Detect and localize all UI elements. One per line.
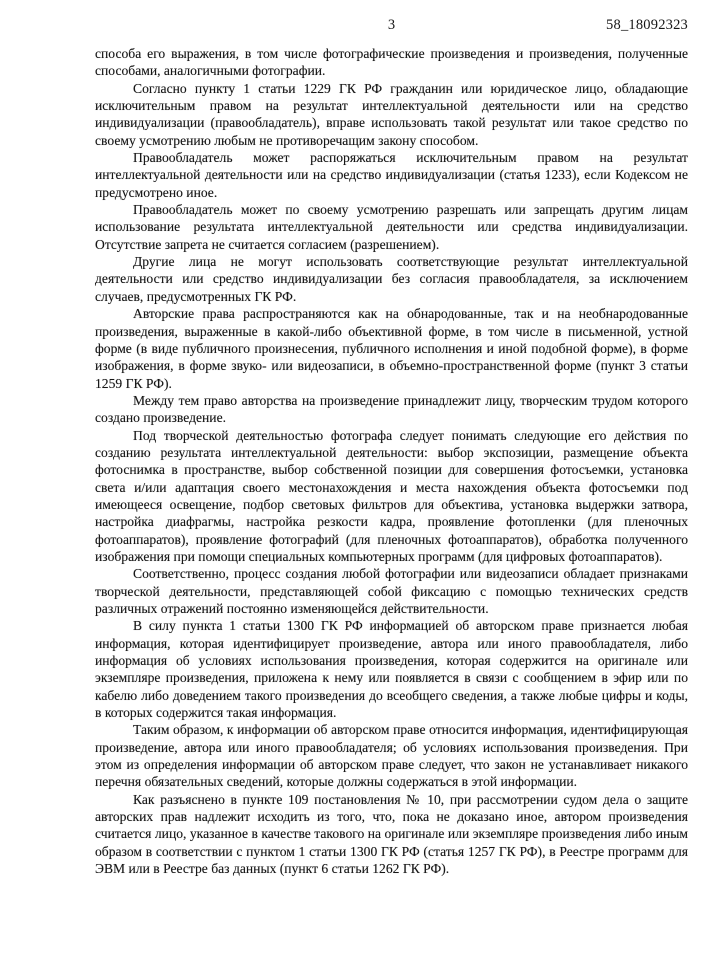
paragraph: способа его выражения, в том числе фотографические произведения и произведения, полученные способами, аналогичными фотографии. (95, 46, 688, 79)
paragraph: Другие лица не могут использовать соответствующие результат интеллектуальной деятельности или средство индивидуализации без согласия правообладателя, за исключением случаев, предусмотренных ГК РФ. (95, 254, 688, 304)
paragraph: Авторские права распространяются как на обнародованные, так и на необнародованные произведения, выраженные в какой-либо объективной форме, в том числе в письменной, устной форме (в виде публичного произнесения, публичного исполнения и иной подобной форме), в форме изображения, в форме звуко- или видеозаписи, в объемно-пространственной форме (пункт 3 статьи 1259 ГК РФ). (95, 306, 688, 391)
paragraph: Правообладатель может распоряжаться исключительным правом на результат интеллектуальной деятельности или на средство индивидуализации (статья 1233), если Кодексом не предусмотрено иное. (95, 150, 688, 200)
paragraph: Соответственно, процесс создания любой фотографии или видеозаписи обладает признаками творческой деятельности, представляющей собой фиксацию с помощью технических средств различных отражений постоянно изменяющейся действительности. (95, 566, 688, 616)
paragraph: Как разъяснено в пункте 109 постановления № 10, при рассмотрении судом дела о защите авторских прав надлежит исходить из того, что, пока не доказано иное, автором произведения считается лицо, указанное в качестве такового на оригинале или экземпляре произведения либо иным образом в соответствии с пунктом 1 статьи 1300 ГК РФ (статья 1257 ГК РФ), в Реестре программ для ЭВМ или в Реестре баз данных (пункт 6 статьи 1262 ГК РФ). (95, 791, 688, 877)
case-number: 58_18092323 (606, 17, 688, 33)
paragraph: Между тем право авторства на произведение принадлежит лицу, творческим трудом которого создано произведение. (95, 392, 688, 426)
paragraph: Согласно пункту 1 статьи 1229 ГК РФ гражданин или юридическое лицо, обладающие исключительным правом на результат интеллектуальной деятельности или на средство индивидуализации (правообладатель), вправе использовать такой результат или такое средство по своему усмотрению любым не противоречащим закону способом. (95, 80, 688, 148)
page-header (95, 16, 688, 36)
paragraph: Под творческой деятельностью фотографа следует понимать следующие его действия по созданию результата интеллектуальной деятельности: выбор экспозиции, размещение объекта фотоснимка в пространстве, выбор собственной позиции для совершения фотосъемки, установка света и/или адаптация своего местонахождения и места нахождения объекта фотосъемки под имеющееся освещение, подбор световых фильтров для объектива, установка выдержки затвора, настройка диафрагмы, настройка резкости кадра, проявление фотопленки (для пленочных фотоаппаратов), проявление фотографий (для пленочных фотоаппаратов), обработка полученного изображения при помощи специальных компьютерных программ (для цифровых фотоаппаратов). (95, 427, 688, 564)
document-body (95, 45, 688, 878)
paragraph: Правообладатель может по своему усмотрению разрешать или запрещать другим лицам использование результата интеллектуальной деятельности или средства индивидуализации. Отсутствие запрета не считается согласием (разрешением). (95, 202, 688, 252)
paragraph: Таким образом, к информации об авторском праве относится информация, идентифицирующая произведение, автора или иного правообладателя; об условиях использования произведения. При этом из определения информации об авторском праве следует, что закон не устанавливает никакого перечня обязательных сведений, которые должны содержаться в этой информации. (95, 722, 688, 790)
paragraph: В силу пункта 1 статьи 1300 ГК РФ информацией об авторском праве признается любая информация, которая идентифицирует произведение, автора или иного правообладателя, либо информация об условиях использования произведения, которая содержится на оригинале или экземпляре произведения, приложена к нему или появляется в связи с сообщением в эфир или по кабелю либо доведением такого произведения до всеобщего сведения, а также любые цифры и коды, в которых содержится такая информация. (95, 618, 688, 721)
page-number: 3 (387, 17, 396, 33)
